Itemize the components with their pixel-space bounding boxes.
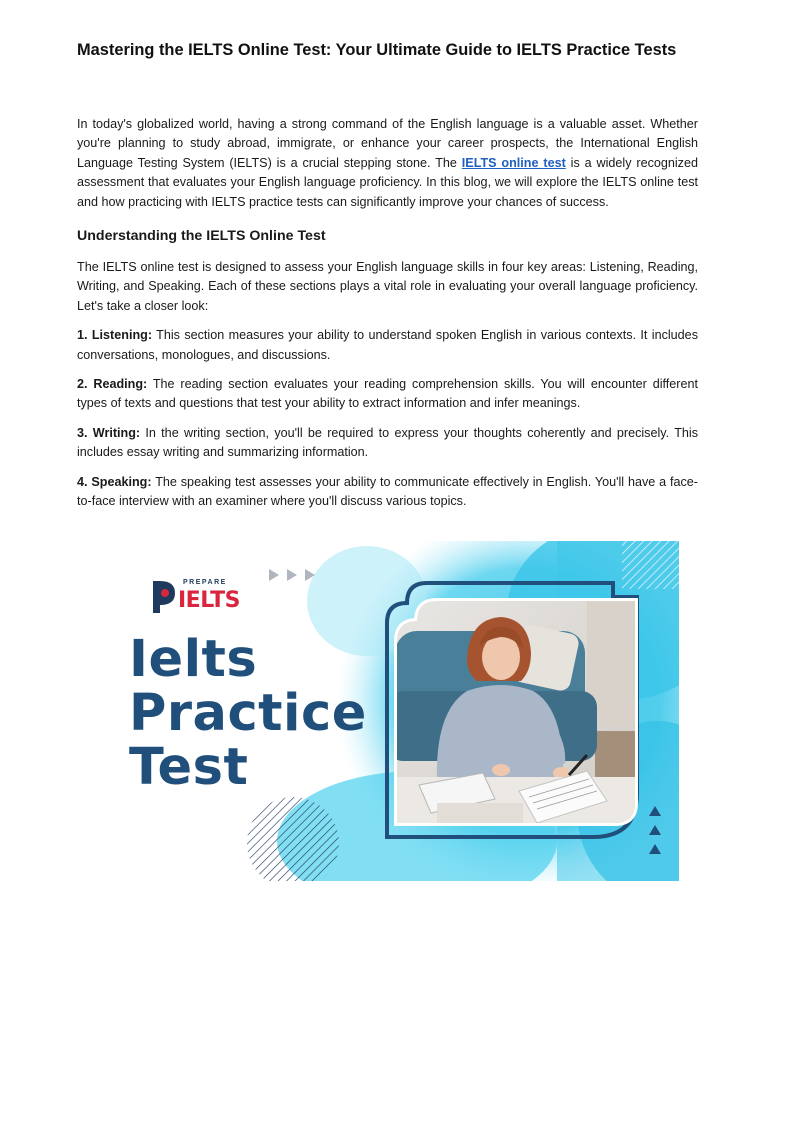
ielts-online-test-link[interactable]: IELTS online test bbox=[461, 155, 566, 170]
list-item-label: 3. Writing: bbox=[77, 425, 141, 440]
list-item-speaking bbox=[77, 473, 698, 512]
banner-heading-line1: Ielts bbox=[129, 630, 258, 689]
section-intro-paragraph: The IELTS online test is designed to assess your English language skills in four key areas: Listening, Reading, Writing, and Speaking. Each of these sections plays a vital role in evaluating your overall language proficiency. Let's take a closer look: bbox=[77, 260, 698, 313]
list-item-text: The speaking test assesses your ability to communicate effectively in English. You'll have a face-to-face interview with an examiner where you'll discuss various topics. bbox=[77, 474, 699, 509]
banner-heading-line3: Test bbox=[129, 738, 249, 797]
intro-text-before: In today's globalized world, having a strong command of the English language is a valuable asset. Whether you're planning to study abroad, immigrate, or enhance your career prospects, the International English Language Testing System (IELTS) is a crucial stepping stone. The bbox=[77, 117, 698, 170]
section-heading: Understanding the IELTS Online Test bbox=[77, 228, 326, 245]
list-item-label: 2. Reading: bbox=[77, 377, 148, 392]
list-item-text: The reading section evaluates your reading comprehension skills. You will encounter different types of texts and questions that test your ability to extract information and infer meanings. bbox=[77, 377, 698, 411]
list-item-text: This section measures your ability to understand spoken English in various contexts. It includes conversations, monologues, and discussions. bbox=[77, 328, 698, 362]
list-item-text: In the writing section, you'll be required to express your thoughts coherently and precisely. This includes essay writing and summarizing information. bbox=[77, 425, 698, 460]
brand-prepare-label: PREPARE bbox=[183, 579, 227, 586]
prepare-ielts-logo-mark bbox=[153, 581, 175, 613]
list-item-reading bbox=[77, 375, 698, 414]
play-arrows-icon bbox=[269, 569, 315, 581]
list-item-listening bbox=[77, 326, 698, 365]
intro-paragraph bbox=[77, 115, 698, 212]
article-title: Mastering the IELTS Online Test: Your Ultimate Guide to IELTS Practice Tests bbox=[77, 41, 677, 59]
list-item-label: 1. Listening: bbox=[77, 328, 153, 343]
banner-heading bbox=[129, 630, 367, 797]
banner-heading-line2: Practice bbox=[129, 684, 367, 743]
ielts-practice-test-banner-image bbox=[117, 541, 679, 881]
list-item-writing bbox=[77, 424, 698, 463]
document-page bbox=[77, 38, 698, 512]
list-item-label: 4. Speaking: bbox=[77, 474, 152, 489]
student-studying-photo bbox=[387, 596, 647, 837]
intro-text-after: is a widely recognized assessment that evaluates your English language proficiency. In this blog, we will explore the IELTS online test and how practicing with IELTS practice tests can significantly improve your chances of success. bbox=[77, 155, 698, 209]
brand-ielts-label: IELTS bbox=[178, 588, 240, 613]
hatch-decoration-icon bbox=[622, 541, 679, 589]
